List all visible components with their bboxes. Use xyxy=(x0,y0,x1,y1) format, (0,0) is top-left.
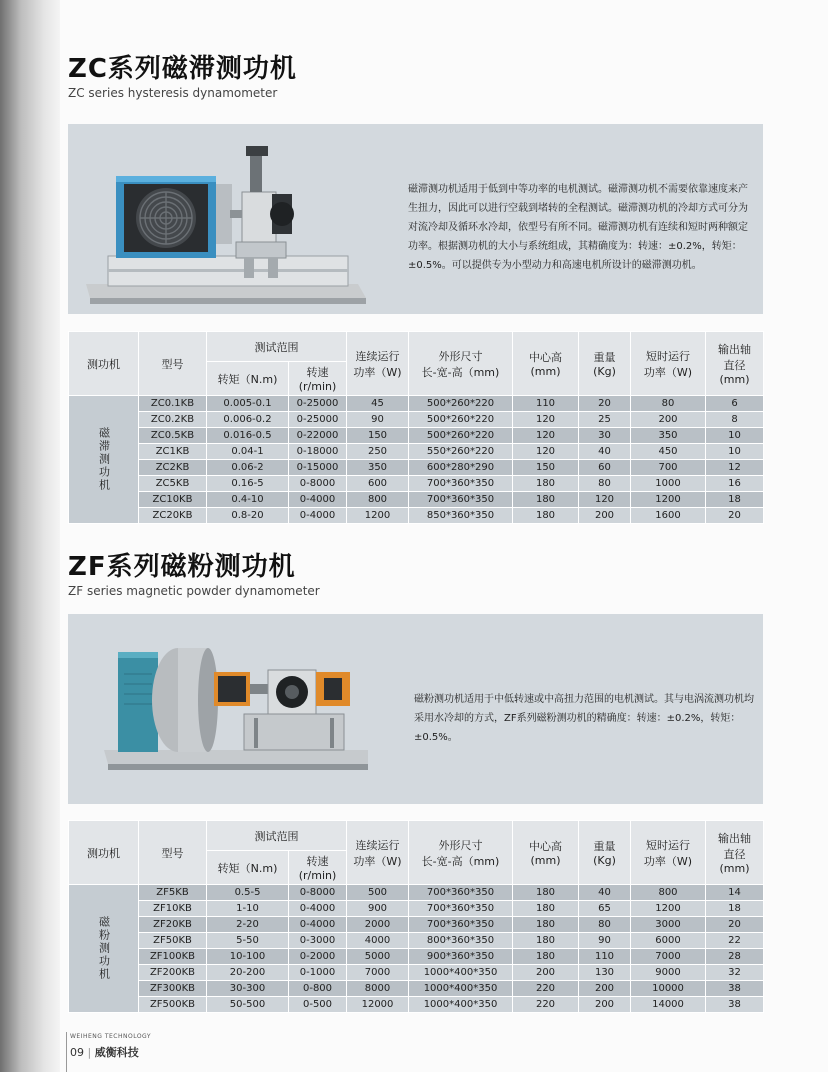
table-row xyxy=(69,949,764,965)
table-cell: 0-3000 xyxy=(289,933,347,949)
table-cell: 10 xyxy=(706,444,764,460)
table-cell: 180 xyxy=(513,476,579,492)
header-weight: 重量 (Kg) xyxy=(579,332,631,396)
table-cell: 500*260*220 xyxy=(409,412,513,428)
table-cell: 60 xyxy=(579,460,631,476)
header-center-height: 中心高 (mm) xyxy=(513,821,579,885)
table-cell: 25 xyxy=(579,412,631,428)
table-cell: 80 xyxy=(579,917,631,933)
table-row xyxy=(69,476,764,492)
table-cell: ZF5KB xyxy=(139,885,207,901)
table-row xyxy=(69,933,764,949)
header-weight: 重量 (Kg) xyxy=(579,821,631,885)
table-cell: 20 xyxy=(579,396,631,412)
table-cell: 38 xyxy=(706,997,764,1013)
table-cell: 220 xyxy=(513,981,579,997)
table-cell: 180 xyxy=(513,901,579,917)
table-cell: 10-100 xyxy=(207,949,289,965)
table-cell: 450 xyxy=(631,444,706,460)
header-dyno: 测功机 xyxy=(69,332,139,396)
table-row xyxy=(69,965,764,981)
table-cell: 250 xyxy=(347,444,409,460)
header-test-range: 测试范围 xyxy=(207,821,347,851)
table-cell: 200 xyxy=(513,965,579,981)
header-dimensions: 外形尺寸 长-宽-高（mm) xyxy=(409,332,513,396)
table-cell: ZF50KB xyxy=(139,933,207,949)
table-cell: 22 xyxy=(706,933,764,949)
table-row xyxy=(69,492,764,508)
table-cell: 0-25000 xyxy=(289,396,347,412)
table-cell: 700*360*350 xyxy=(409,492,513,508)
table-cell: ZF500KB xyxy=(139,997,207,1013)
table-row xyxy=(69,460,764,476)
table-cell: 550*260*220 xyxy=(409,444,513,460)
table-cell: 16 xyxy=(706,476,764,492)
table-cell: 0-500 xyxy=(289,997,347,1013)
table-cell: 2-20 xyxy=(207,917,289,933)
table-cell: 220 xyxy=(513,997,579,1013)
table-cell: 0.16-5 xyxy=(207,476,289,492)
table-cell: 1000*400*350 xyxy=(409,997,513,1013)
table-cell: 0.04-1 xyxy=(207,444,289,460)
table-cell: ZF20KB xyxy=(139,917,207,933)
header-continuous-power: 连续运行 功率（W) xyxy=(347,821,409,885)
table-cell: 5000 xyxy=(347,949,409,965)
table-cell: 500*260*220 xyxy=(409,428,513,444)
header-continuous-power: 连续运行 功率（W) xyxy=(347,332,409,396)
table-cell: 20-200 xyxy=(207,965,289,981)
table-cell: 14 xyxy=(706,885,764,901)
table-row xyxy=(69,917,764,933)
table-cell: 700 xyxy=(631,460,706,476)
table-cell: 8000 xyxy=(347,981,409,997)
header-center-height: 中心高 (mm) xyxy=(513,332,579,396)
table-cell: 900*360*350 xyxy=(409,949,513,965)
header-model: 型号 xyxy=(139,821,207,885)
table-cell: 120 xyxy=(513,412,579,428)
table-cell: 120 xyxy=(513,428,579,444)
table-cell: 0-4000 xyxy=(289,901,347,917)
table-cell: 350 xyxy=(347,460,409,476)
table-cell: 80 xyxy=(631,396,706,412)
table-cell: 0.016-0.5 xyxy=(207,428,289,444)
table-cell: ZC1KB xyxy=(139,444,207,460)
table-row xyxy=(69,981,764,997)
table-cell: 1000*400*350 xyxy=(409,981,513,997)
table-cell: 0-800 xyxy=(289,981,347,997)
table-cell: ZC0.2KB xyxy=(139,412,207,428)
table-cell: ZF10KB xyxy=(139,901,207,917)
table-cell: 4000 xyxy=(347,933,409,949)
table-cell: 200 xyxy=(579,508,631,524)
table-row xyxy=(69,428,764,444)
table-cell: 12 xyxy=(706,460,764,476)
table-cell: 7000 xyxy=(631,949,706,965)
table-cell: 0-4000 xyxy=(289,917,347,933)
zc-section-title: ZC系列磁滞测功机 xyxy=(68,54,297,84)
table-cell: 110 xyxy=(579,949,631,965)
table-cell: 120 xyxy=(513,444,579,460)
table-row xyxy=(69,508,764,524)
table-cell: 1200 xyxy=(631,901,706,917)
table-cell: ZC5KB xyxy=(139,476,207,492)
table-cell: 110 xyxy=(513,396,579,412)
table-cell: 0-25000 xyxy=(289,412,347,428)
table-cell: 0.006-0.2 xyxy=(207,412,289,428)
table-cell: 700*360*350 xyxy=(409,885,513,901)
table-cell: 180 xyxy=(513,492,579,508)
table-cell: 0.8-20 xyxy=(207,508,289,524)
table-cell: ZC10KB xyxy=(139,492,207,508)
table-cell: 0-8000 xyxy=(289,885,347,901)
table-cell: 90 xyxy=(579,933,631,949)
table-cell: 180 xyxy=(513,933,579,949)
table-cell: 32 xyxy=(706,965,764,981)
table-cell: 0-22000 xyxy=(289,428,347,444)
zc-description: 磁滞测功机适用于低到中等功率的电机测试。磁滞测功机不需要依靠速度来产生扭力，因此可以进行空载到堵转的全程测试。磁滞测功机的冷却方式可分为对流冷却及循环水冷却，依型号有所不同。磁滞测功机有连续和短时两种额定功率。根据测功机的大小与系统组成，其精确度为：转速：±0.2%，转矩：±0.5%。可以提供专为小型动力和高速电机所设计的磁滞测功机。 xyxy=(408,184,748,271)
table-cell: 850*360*350 xyxy=(409,508,513,524)
table-cell: 0.005-0.1 xyxy=(207,396,289,412)
table-cell: 9000 xyxy=(631,965,706,981)
footer-page-number: 09 | 威衡科技 xyxy=(70,1046,139,1059)
table-cell: 65 xyxy=(579,901,631,917)
table-cell: ZC2KB xyxy=(139,460,207,476)
table-cell: 90 xyxy=(347,412,409,428)
table-cell: 600*280*290 xyxy=(409,460,513,476)
table-cell: 350 xyxy=(631,428,706,444)
zc-dynamometer-image xyxy=(68,124,368,314)
table-cell: 700*360*350 xyxy=(409,901,513,917)
table-cell: ZC20KB xyxy=(139,508,207,524)
table-cell: ZC0.5KB xyxy=(139,428,207,444)
zc-section-subtitle: ZC series hysteresis dynamometer xyxy=(68,86,278,100)
table-cell: 1200 xyxy=(347,508,409,524)
table-cell: 600 xyxy=(347,476,409,492)
table-cell: 180 xyxy=(513,917,579,933)
table-cell: 5-50 xyxy=(207,933,289,949)
table-cell: 0-8000 xyxy=(289,476,347,492)
table-cell: 10000 xyxy=(631,981,706,997)
footer-brand-en: WEIHENG TECHNOLOGY xyxy=(70,1033,152,1040)
table-cell: 1000*400*350 xyxy=(409,965,513,981)
table-cell: 10 xyxy=(706,428,764,444)
table-cell: 20 xyxy=(706,508,764,524)
zf-product-panel xyxy=(68,614,763,804)
table-cell: 30-300 xyxy=(207,981,289,997)
table-cell: 1200 xyxy=(631,492,706,508)
table-cell: 40 xyxy=(579,885,631,901)
table-cell: 150 xyxy=(347,428,409,444)
table-cell: 800*360*350 xyxy=(409,933,513,949)
table-cell: 40 xyxy=(579,444,631,460)
table-cell: 200 xyxy=(579,997,631,1013)
table-cell: 50-500 xyxy=(207,997,289,1013)
table-cell: ZF100KB xyxy=(139,949,207,965)
zc-spec-table xyxy=(68,331,764,524)
table-cell: 28 xyxy=(706,949,764,965)
zc-product-panel xyxy=(68,124,763,314)
header-speed: 转速 (r/min) xyxy=(289,851,347,885)
table-cell: 45 xyxy=(347,396,409,412)
table-cell: 20 xyxy=(706,917,764,933)
table-cell: 800 xyxy=(347,492,409,508)
table-cell: 12000 xyxy=(347,997,409,1013)
table-cell: 1-10 xyxy=(207,901,289,917)
zf-description: 磁粉测功机适用于中低转速或中高扭力范围的电机测试。其与电涡流测功机均采用水冷却的方式，ZF系列磁粉测功机的精确度：转速：±0.2%，转矩：±0.5%。 xyxy=(414,694,754,743)
page-number: 09 xyxy=(70,1046,84,1059)
header-shaft-diameter: 输出轴 直径 (mm) xyxy=(706,821,764,885)
table-cell: 0.06-2 xyxy=(207,460,289,476)
table-row xyxy=(69,412,764,428)
table-cell: 0-1000 xyxy=(289,965,347,981)
zf-spec-table xyxy=(68,820,764,1013)
table-row xyxy=(69,444,764,460)
book-spine-shadow xyxy=(0,0,60,1072)
table-cell: 6 xyxy=(706,396,764,412)
header-shaft-diameter: 输出轴 直径 (mm) xyxy=(706,332,764,396)
zf-dynamometer-image xyxy=(68,614,368,804)
table-row xyxy=(69,396,764,412)
header-torque: 转矩（N.m) xyxy=(207,362,289,396)
table-cell: 80 xyxy=(579,476,631,492)
table-cell: 1000 xyxy=(631,476,706,492)
table-cell: 0-4000 xyxy=(289,508,347,524)
header-torque: 转矩（N.m) xyxy=(207,851,289,885)
table-cell: 2000 xyxy=(347,917,409,933)
footer-brand-cn: 威衡科技 xyxy=(94,1046,139,1059)
header-test-range: 测试范围 xyxy=(207,332,347,362)
header-dimensions: 外形尺寸 长-宽-高（mm) xyxy=(409,821,513,885)
table-cell: 120 xyxy=(579,492,631,508)
table-cell: 500 xyxy=(347,885,409,901)
table-cell: 200 xyxy=(631,412,706,428)
table-cell: 0.5-5 xyxy=(207,885,289,901)
table-cell: 1600 xyxy=(631,508,706,524)
header-short-power: 短时运行 功率（W) xyxy=(631,332,706,396)
zf-section-title: ZF系列磁粉测功机 xyxy=(68,552,296,582)
header-model: 型号 xyxy=(139,332,207,396)
table-cell: 900 xyxy=(347,901,409,917)
catalog-page xyxy=(60,0,828,1072)
header-dyno: 测功机 xyxy=(69,821,139,885)
header-speed: 转速 (r/min) xyxy=(289,362,347,396)
table-cell: 8 xyxy=(706,412,764,428)
table-cell: 180 xyxy=(513,885,579,901)
table-cell: 18 xyxy=(706,901,764,917)
table-cell: 18 xyxy=(706,492,764,508)
dyno-type-label: 磁粉测功机 xyxy=(69,885,139,1013)
table-row xyxy=(69,901,764,917)
table-cell: ZC0.1KB xyxy=(139,396,207,412)
table-cell: 0.4-10 xyxy=(207,492,289,508)
table-cell: 6000 xyxy=(631,933,706,949)
header-short-power: 短时运行 功率（W) xyxy=(631,821,706,885)
table-cell: 500*260*220 xyxy=(409,396,513,412)
table-cell: 30 xyxy=(579,428,631,444)
table-cell: 700*360*350 xyxy=(409,476,513,492)
table-cell: 0-15000 xyxy=(289,460,347,476)
table-cell: 14000 xyxy=(631,997,706,1013)
table-cell: 3000 xyxy=(631,917,706,933)
table-cell: 0-2000 xyxy=(289,949,347,965)
table-cell: 150 xyxy=(513,460,579,476)
table-cell: 180 xyxy=(513,508,579,524)
table-row xyxy=(69,997,764,1013)
table-cell: ZF200KB xyxy=(139,965,207,981)
table-cell: 700*360*350 xyxy=(409,917,513,933)
footer-rule xyxy=(66,1032,67,1072)
dyno-type-label: 磁滞测功机 xyxy=(69,396,139,524)
table-cell: 0-18000 xyxy=(289,444,347,460)
table-cell: 180 xyxy=(513,949,579,965)
table-cell: 800 xyxy=(631,885,706,901)
table-cell: ZF300KB xyxy=(139,981,207,997)
table-cell: 200 xyxy=(579,981,631,997)
table-cell: 38 xyxy=(706,981,764,997)
table-cell: 130 xyxy=(579,965,631,981)
table-cell: 0-4000 xyxy=(289,492,347,508)
zf-section-subtitle: ZF series magnetic powder dynamometer xyxy=(68,584,320,598)
table-cell: 7000 xyxy=(347,965,409,981)
table-row xyxy=(69,885,764,901)
